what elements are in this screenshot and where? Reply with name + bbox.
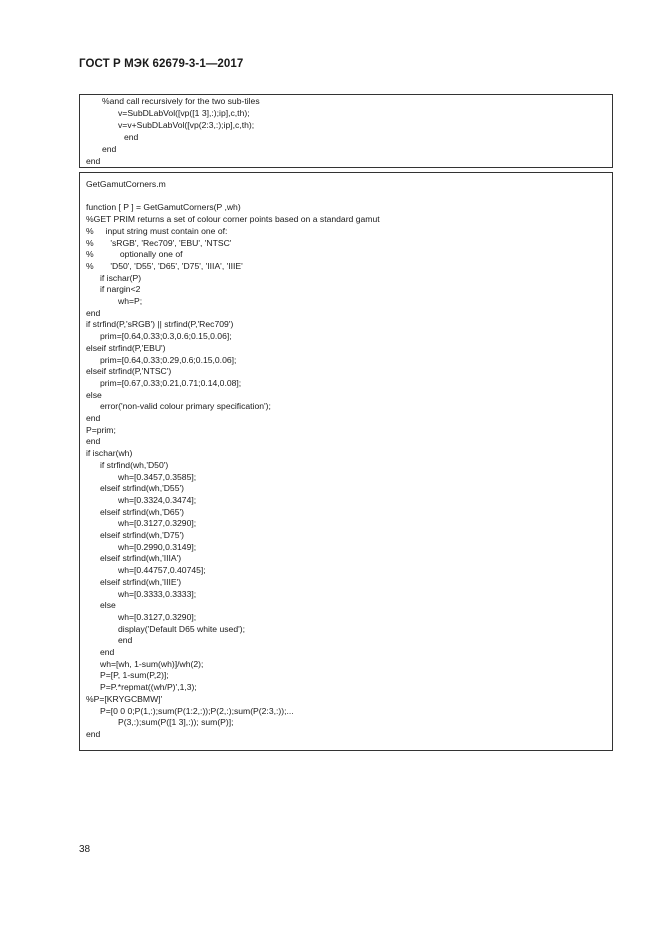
code-line: wh=[0.3457,0.3585];: [118, 471, 197, 482]
code-line: % 'sRGB', 'Rec709', 'EBU', 'NTSC': [86, 237, 232, 248]
code-line: end: [118, 635, 133, 646]
code-line: wh=P;: [118, 296, 143, 306]
code-line: elseif strfind(P,'EBU'): [86, 342, 166, 353]
code-listing-continuation: [79, 94, 613, 168]
code-line: end: [100, 647, 115, 657]
code-line: wh=[0.3333,0.3333];: [118, 588, 197, 599]
code-line: if strfind(wh,'D50'): [100, 459, 169, 470]
page-number: 38: [79, 844, 91, 855]
code-line: end: [102, 144, 117, 154]
code-line: P=P.*repmat((wh/P)',1,3);: [100, 682, 197, 693]
code-line: display('Default D65 white used');: [118, 623, 245, 634]
code-line: GetGamutCorners.m: [86, 179, 166, 189]
code-line: if ischar(wh): [86, 448, 133, 459]
code-line: wh=[0.2990,0.3149];: [118, 541, 197, 552]
code-line: elseif strfind(wh,'D65'): [100, 506, 184, 517]
code-line: % optionally one of: [86, 249, 183, 260]
code-line: % 'D50', 'D55', 'D65', 'D75', 'IIIA', 'IIIE': [86, 260, 243, 271]
code-line: P(3,:);sum(P([1 3],:)); sum(P)];: [118, 717, 234, 728]
code-line: elseif strfind(wh,'D55'): [100, 483, 184, 494]
standard-title: ГОСТ Р МЭК 62679-3-1—2017: [79, 58, 244, 70]
code-line: if nargin<2: [100, 284, 141, 295]
code-line: end: [86, 436, 101, 447]
code-line: end: [124, 132, 139, 142]
code-line: else: [86, 389, 102, 400]
code-line: elseif strfind(P,'NTSC'): [86, 366, 172, 377]
code-line: prim=[0.64,0.33;0.29,0.6;0.15,0.06];: [100, 354, 237, 365]
code-line: elseif strfind(wh,'D75'): [100, 530, 184, 540]
code-line: elseif strfind(wh,'IIIE'): [100, 576, 182, 587]
code-line: end: [86, 156, 101, 166]
code-line: P=prim;: [86, 424, 116, 435]
code-line: %GET PRIM returns a set of colour corner points based on a standard gamut: [86, 214, 380, 225]
code-line: end: [86, 307, 101, 318]
code-line: elseif strfind(wh,'IIIA'): [100, 553, 182, 564]
code-line: end: [86, 728, 101, 739]
code-line: v=v+SubDLabVol([vp(2:3,:);ip],c,th);: [118, 120, 255, 130]
code-line: v=SubDLabVol([vp([1 3],:);ip],c,th);: [118, 108, 250, 118]
code-line: wh=[0.44757,0.40745];: [118, 565, 206, 576]
code-line: % input string must contain one of:: [86, 225, 228, 236]
code-line: wh=[0.3127,0.3290];: [118, 611, 197, 622]
code-line: if strfind(P,'sRGB') || strfind(P,'Rec709'): [86, 319, 234, 330]
code-line: wh=[0.3324,0.3474];: [118, 494, 197, 505]
code-line: P=[0 0 0;P(1,:);sum(P(1:2,:));P(2,:);sum(P(2:3,:));...: [100, 705, 294, 716]
code-line: wh=[wh, 1-sum(wh)]/wh(2);: [100, 658, 204, 669]
code-line: error('non-valid colour primary specification');: [100, 401, 271, 412]
code-line: function [ P ] = GetGamutCorners(P ,wh): [86, 202, 241, 213]
code-line: wh=[0.3127,0.3290];: [118, 518, 197, 529]
code-line: %and call recursively for the two sub-tiles: [102, 96, 260, 106]
code-line: prim=[0.64,0.33;0.3,0.6;0.15,0.06];: [100, 331, 232, 342]
code-line: prim=[0.67,0.33;0.21,0.71;0.14,0.08];: [100, 377, 242, 388]
code-line: end: [86, 413, 101, 423]
code-line: else: [100, 600, 116, 611]
code-line: %P=[KRYGCBMW]': [86, 693, 163, 704]
code-line: P=[P, 1-sum(P,2)];: [100, 670, 169, 681]
code-listing-getgamutcorners: [79, 172, 613, 751]
code-line: if ischar(P): [100, 272, 142, 283]
